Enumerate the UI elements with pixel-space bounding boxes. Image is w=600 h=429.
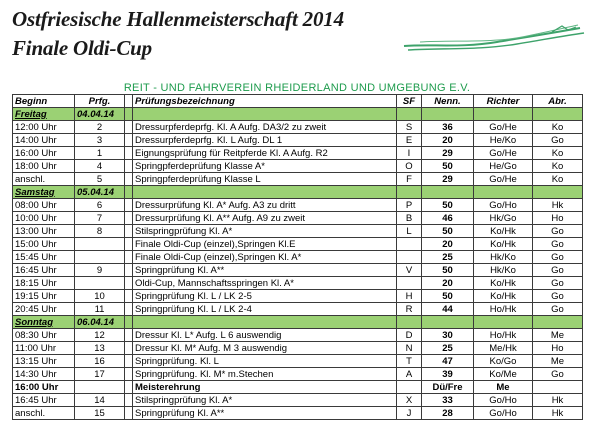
empty-cell <box>125 342 133 355</box>
test-number: 4 <box>75 160 125 173</box>
table-row <box>13 173 583 186</box>
test-number: 9 <box>75 264 125 277</box>
test-name: Oldi-Cup, Mannschaftsspringen Kl. A* <box>133 277 397 290</box>
empty-cell <box>125 316 133 329</box>
judges: Ko/Hk <box>474 225 533 238</box>
test-number: 1 <box>75 147 125 160</box>
empty-cell <box>125 303 133 316</box>
column-header <box>125 95 133 108</box>
start-time: 08:30 Uhr <box>13 329 75 342</box>
sf-code: R <box>397 303 422 316</box>
empty-cell <box>125 147 133 160</box>
steward: Go <box>533 290 583 303</box>
steward: Go <box>533 238 583 251</box>
steward: Go <box>533 225 583 238</box>
entries-count: 50 <box>422 290 474 303</box>
table-row <box>13 368 583 381</box>
empty-cell <box>422 186 474 199</box>
column-header: Prfg. <box>75 95 125 108</box>
steward: Go <box>533 264 583 277</box>
test-number: 16 <box>75 355 125 368</box>
empty-cell <box>125 381 133 394</box>
test-number: 10 <box>75 290 125 303</box>
entries-count: 50 <box>422 225 474 238</box>
table-row <box>13 160 583 173</box>
column-header: Beginn <box>13 95 75 108</box>
main-title: Ostfriesische Hallenmeisterschaft 2014 <box>12 7 344 31</box>
horse-logo-icon <box>402 24 587 56</box>
empty-cell <box>125 290 133 303</box>
steward: Go <box>533 303 583 316</box>
test-name: Springprüfung Kl. L / LK 2-5 <box>133 290 397 303</box>
judges: Ko/Go <box>474 355 533 368</box>
table-row <box>13 407 583 420</box>
start-time: 16:00 Uhr <box>13 381 75 394</box>
test-number: 11 <box>75 303 125 316</box>
empty-cell <box>125 108 133 121</box>
start-time: 18:15 Uhr <box>13 277 75 290</box>
test-number: 13 <box>75 342 125 355</box>
test-name: Dressurpferdeprfg. Kl. L Aufg. DL 1 <box>133 134 397 147</box>
entries-count: 25 <box>422 342 474 355</box>
entries-count: 29 <box>422 147 474 160</box>
sf-code: S <box>397 121 422 134</box>
entries-count: 29 <box>422 173 474 186</box>
empty-cell <box>133 108 397 121</box>
table-row <box>13 342 583 355</box>
test-name: Stilspringprüfung Kl. A* <box>133 225 397 238</box>
table-row <box>13 121 583 134</box>
entries-count: 20 <box>422 277 474 290</box>
test-name: Finale Oldi-Cup (einzel),Springen Kl. A* <box>133 251 397 264</box>
empty-cell <box>125 160 133 173</box>
steward: Go <box>533 251 583 264</box>
test-name: Finale Oldi-Cup (einzel),Springen Kl.E <box>133 238 397 251</box>
entries-count: 25 <box>422 251 474 264</box>
judges: Hk/Ko <box>474 251 533 264</box>
empty-cell <box>125 394 133 407</box>
empty-cell <box>125 329 133 342</box>
start-time: 15:00 Uhr <box>13 238 75 251</box>
table-row <box>13 329 583 342</box>
test-name: Springpferdeprüfung Klasse A* <box>133 160 397 173</box>
empty-cell <box>533 186 583 199</box>
judges: Hk/Ko <box>474 264 533 277</box>
day-date: 06.04.14 <box>75 316 125 329</box>
column-header: Abr. <box>533 95 583 108</box>
table-row <box>13 277 583 290</box>
steward: Hk <box>533 394 583 407</box>
entries-count: 20 <box>422 238 474 251</box>
test-name: Springprüfung Kl. A** <box>133 264 397 277</box>
sf-code: N <box>397 342 422 355</box>
sf-code: B <box>397 212 422 225</box>
entries-count: 44 <box>422 303 474 316</box>
entries-count: 28 <box>422 407 474 420</box>
empty-cell <box>125 264 133 277</box>
day-header-row <box>13 108 583 121</box>
test-name: Springprüfung. Kl. L <box>133 355 397 368</box>
table-row <box>13 212 583 225</box>
entries-count: 50 <box>422 264 474 277</box>
table-row <box>13 225 583 238</box>
test-name: Dressur Kl. L* Aufg. L 6 auswendig <box>133 329 397 342</box>
empty-cell <box>397 316 422 329</box>
test-name: Dressurpferdeprfg. Kl. A Aufg. DA3/2 zu zweit <box>133 121 397 134</box>
start-time: 18:00 Uhr <box>13 160 75 173</box>
steward: Ho <box>533 212 583 225</box>
judges: Go/Ho <box>474 394 533 407</box>
test-number: 2 <box>75 121 125 134</box>
steward: Ko <box>533 147 583 160</box>
entries-count: 39 <box>422 368 474 381</box>
judges: Go/He <box>474 121 533 134</box>
sf-code: L <box>397 225 422 238</box>
start-time: 16:00 Uhr <box>13 147 75 160</box>
start-time: 16:45 Uhr <box>13 264 75 277</box>
table-row <box>13 147 583 160</box>
start-time: 10:00 Uhr <box>13 212 75 225</box>
day-header-row <box>13 316 583 329</box>
table-row <box>13 303 583 316</box>
column-header: Richter <box>474 95 533 108</box>
empty-cell <box>397 186 422 199</box>
table-row <box>13 134 583 147</box>
steward <box>533 381 583 394</box>
judges: Ko/Hk <box>474 277 533 290</box>
start-time: 08:00 Uhr <box>13 199 75 212</box>
test-number: 12 <box>75 329 125 342</box>
start-time: 16:45 Uhr <box>13 394 75 407</box>
entries-count: Dü/Fre <box>422 381 474 394</box>
steward: Me <box>533 329 583 342</box>
sf-code <box>397 277 422 290</box>
test-name: Springprüfung Kl. A** <box>133 407 397 420</box>
day-date: 05.04.14 <box>75 186 125 199</box>
sf-code: D <box>397 329 422 342</box>
empty-cell <box>125 251 133 264</box>
table-row <box>13 394 583 407</box>
empty-cell <box>125 173 133 186</box>
test-number: 15 <box>75 407 125 420</box>
test-number <box>75 238 125 251</box>
test-number: 7 <box>75 212 125 225</box>
steward: Ko <box>533 173 583 186</box>
test-number: 5 <box>75 173 125 186</box>
entries-count: 46 <box>422 212 474 225</box>
steward: Go <box>533 134 583 147</box>
ceremony-row <box>13 381 583 394</box>
judges: Ho/Hk <box>474 303 533 316</box>
table-row <box>13 238 583 251</box>
judges: Hk/Go <box>474 212 533 225</box>
table-header-row <box>13 95 583 108</box>
sf-code: V <box>397 264 422 277</box>
sf-code: P <box>397 199 422 212</box>
day-name: Sonntag <box>13 316 75 329</box>
empty-cell <box>125 368 133 381</box>
sf-code: J <box>397 407 422 420</box>
day-header-row <box>13 186 583 199</box>
test-name: Springprüfung Kl. L / LK 2-4 <box>133 303 397 316</box>
steward: Hk <box>533 407 583 420</box>
start-time: 14:30 Uhr <box>13 368 75 381</box>
empty-cell <box>474 108 533 121</box>
empty-cell <box>533 316 583 329</box>
steward: Go <box>533 368 583 381</box>
empty-cell <box>125 225 133 238</box>
column-header: Nenn. <box>422 95 474 108</box>
test-number: 8 <box>75 225 125 238</box>
test-name: Dressur Kl. M* Aufg. M 3 auswendig <box>133 342 397 355</box>
empty-cell <box>422 108 474 121</box>
entries-count: 50 <box>422 199 474 212</box>
start-time: anschl. <box>13 407 75 420</box>
entries-count: 20 <box>422 134 474 147</box>
test-number <box>75 251 125 264</box>
empty-cell <box>125 238 133 251</box>
table-row <box>13 290 583 303</box>
table-row <box>13 355 583 368</box>
empty-cell <box>133 316 397 329</box>
empty-cell <box>474 316 533 329</box>
entries-count: 50 <box>422 160 474 173</box>
judges: Ho/Hk <box>474 329 533 342</box>
column-header: Prüfungsbezeichnung <box>133 95 397 108</box>
start-time: 12:00 Uhr <box>13 121 75 134</box>
empty-cell <box>533 108 583 121</box>
judges: Ko/Me <box>474 368 533 381</box>
table-row <box>13 264 583 277</box>
club-name: REIT - UND FAHRVEREIN RHEIDERLAND UND UMGEBUNG E.V. <box>123 82 471 94</box>
empty-cell <box>125 121 133 134</box>
start-time: 13:15 Uhr <box>13 355 75 368</box>
sf-code <box>397 251 422 264</box>
entries-count: 36 <box>422 121 474 134</box>
empty-cell <box>474 186 533 199</box>
empty-cell <box>125 407 133 420</box>
judges: Ko/Hk <box>474 290 533 303</box>
sub-title: Finale Oldi-Cup <box>12 36 152 60</box>
judges: Go/Ho <box>474 199 533 212</box>
judges: He/Go <box>474 160 533 173</box>
empty-cell <box>125 212 133 225</box>
test-name: Eignungsprüfung für Reitpferde Kl. A Aufg. R2 <box>133 147 397 160</box>
test-number: 17 <box>75 368 125 381</box>
sf-code: E <box>397 134 422 147</box>
judges: Ko/Hk <box>474 238 533 251</box>
empty-cell <box>125 277 133 290</box>
sf-code <box>397 381 422 394</box>
judges: Go/Ho <box>474 407 533 420</box>
start-time: 19:15 Uhr <box>13 290 75 303</box>
judges: He/Ko <box>474 134 533 147</box>
test-name: Stilspringprüfung Kl. A* <box>133 394 397 407</box>
entries-count: 47 <box>422 355 474 368</box>
test-number <box>75 381 125 394</box>
start-time: 14:00 Uhr <box>13 134 75 147</box>
steward: Me <box>533 355 583 368</box>
start-time: 20:45 Uhr <box>13 303 75 316</box>
schedule-table <box>12 94 583 420</box>
sf-code: H <box>397 290 422 303</box>
sf-code: T <box>397 355 422 368</box>
sf-code: F <box>397 173 422 186</box>
judges: Go/He <box>474 147 533 160</box>
table-row <box>13 199 583 212</box>
sf-code: A <box>397 368 422 381</box>
entries-count: 33 <box>422 394 474 407</box>
sf-code <box>397 238 422 251</box>
day-name: Freitag <box>13 108 75 121</box>
empty-cell <box>125 355 133 368</box>
start-time: anschl. <box>13 173 75 186</box>
test-name: Meisterehrung <box>133 381 397 394</box>
test-number: 14 <box>75 394 125 407</box>
empty-cell <box>397 108 422 121</box>
empty-cell <box>125 199 133 212</box>
steward: Ho <box>533 342 583 355</box>
empty-cell <box>125 134 133 147</box>
empty-cell <box>133 186 397 199</box>
start-time: 15:45 Uhr <box>13 251 75 264</box>
test-number: 6 <box>75 199 125 212</box>
steward: Ko <box>533 160 583 173</box>
judges: Me/Hk <box>474 342 533 355</box>
sf-code: O <box>397 160 422 173</box>
table-row <box>13 251 583 264</box>
test-name: Dressurprüfung Kl. A* Aufg. A3 zu dritt <box>133 199 397 212</box>
start-time: 13:00 Uhr <box>13 225 75 238</box>
test-name: Springprüfung. Kl. M* m.Stechen <box>133 368 397 381</box>
steward: Ko <box>533 121 583 134</box>
judges: Go/He <box>474 173 533 186</box>
day-date: 04.04.14 <box>75 108 125 121</box>
empty-cell <box>125 186 133 199</box>
start-time: 11:00 Uhr <box>13 342 75 355</box>
test-number <box>75 277 125 290</box>
judges: Me <box>474 381 533 394</box>
day-name: Samstag <box>13 186 75 199</box>
steward: Hk <box>533 199 583 212</box>
entries-count: 30 <box>422 329 474 342</box>
sf-code: I <box>397 147 422 160</box>
test-name: Springpferdeprüfung Klasse L <box>133 173 397 186</box>
column-header: SF <box>397 95 422 108</box>
empty-cell <box>422 316 474 329</box>
sf-code: X <box>397 394 422 407</box>
steward: Go <box>533 277 583 290</box>
test-name: Dressurprüfung Kl. A** Aufg. A9 zu zweit <box>133 212 397 225</box>
test-number: 3 <box>75 134 125 147</box>
